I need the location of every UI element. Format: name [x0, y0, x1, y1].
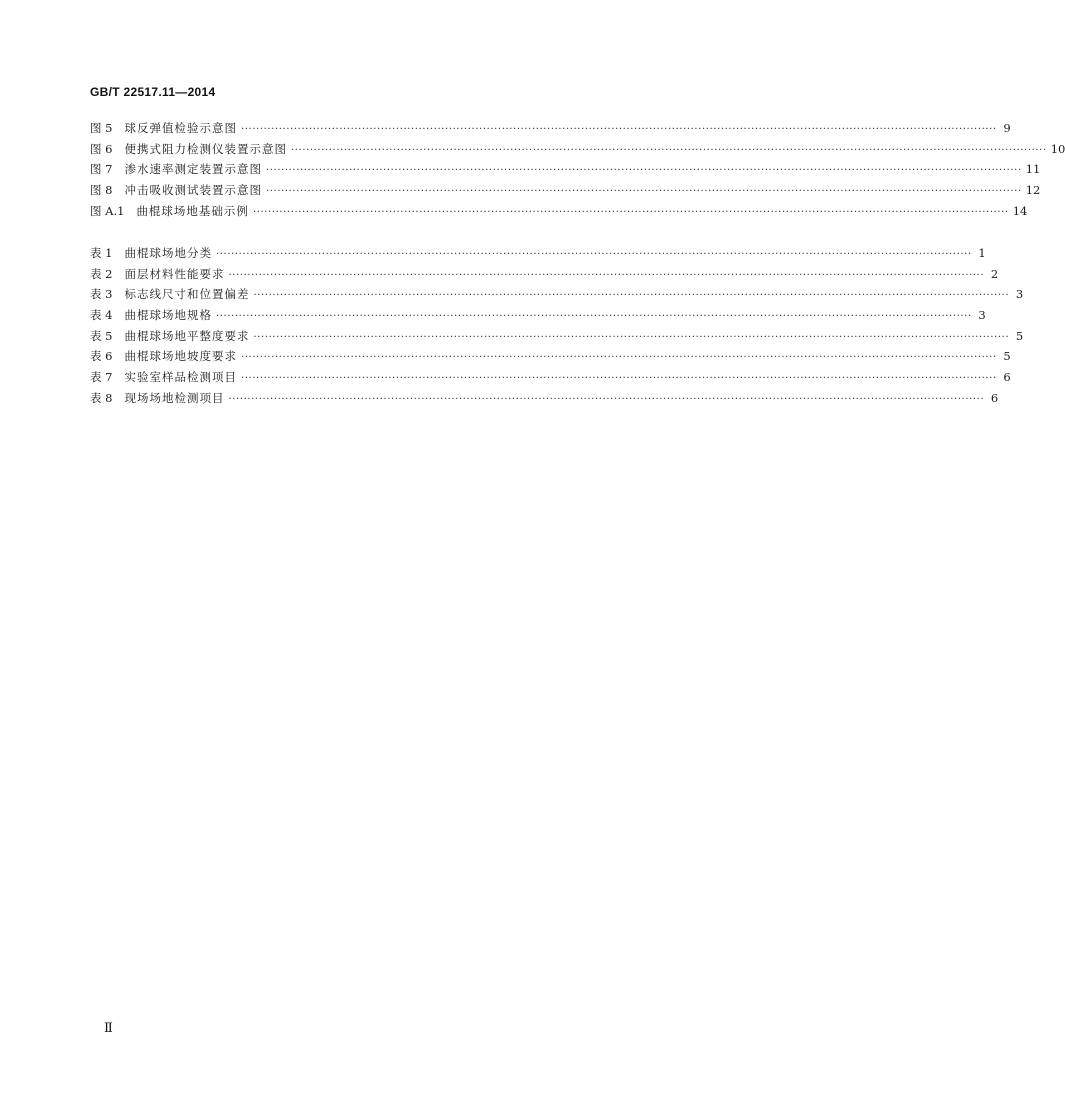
entry-page: 9 [1003, 121, 1011, 135]
entry-label: 表 8 [90, 390, 113, 405]
dot-leader: ········································································································································································································ [215, 249, 972, 260]
entry-label: 图 7 [90, 162, 113, 177]
entry-page: 5 [1003, 349, 1011, 364]
dot-leader: ········································································································································································································ [252, 206, 1009, 218]
entry-page: 10 [1050, 141, 1065, 156]
toc-entry[interactable] [90, 118, 1011, 139]
dot-leader: ········································································································································································································ [253, 290, 1010, 302]
dot-leader: ········································································································································································································ [240, 124, 997, 135]
dot-leader: ········································································································································································································ [265, 165, 1022, 177]
entry-label: 表 6 [90, 349, 113, 364]
entry-title: 球反弹值检验示意图 [124, 121, 237, 135]
entry-title: 曲棍球场地基础示例 [136, 203, 249, 218]
standard-number-header: GB/T 22517.11—2014 [90, 85, 216, 99]
entry-page: 6 [1003, 370, 1011, 385]
entry-title: 曲棍球场地坡度要求 [124, 349, 237, 364]
dot-leader: ········································································································································································································ [290, 144, 1047, 156]
entry-label: 表 4 [90, 308, 113, 323]
dot-leader: ········································································································································································································ [240, 352, 997, 364]
toc-entry[interactable] [90, 305, 986, 326]
table-list [90, 243, 1024, 409]
dot-leader: ········································································································································································································ [228, 269, 985, 281]
toc-entry[interactable] [90, 367, 1011, 388]
toc-entry[interactable] [90, 243, 986, 264]
toc-entry[interactable] [90, 180, 1041, 201]
entry-label: 图 6 [90, 141, 113, 156]
entry-page: 3 [1015, 287, 1024, 302]
dot-leader: ········································································································································································································ [240, 373, 997, 385]
entry-title: 曲棍球场地平整度要求 [124, 328, 250, 343]
entry-page: 2 [990, 266, 999, 281]
entry-label: 图 5 [90, 121, 113, 135]
entry-title: 标志线尺寸和位置偏差 [124, 287, 250, 302]
figure-list [90, 118, 1065, 221]
dot-leader: ········································································································································································································ [265, 186, 1022, 198]
toc-entry[interactable] [90, 139, 1065, 160]
entry-label: 表 2 [90, 266, 113, 281]
entry-title: 实验室样品检测项目 [124, 370, 237, 385]
toc-entry[interactable] [90, 346, 1011, 367]
dot-leader: ········································································································································································································ [215, 311, 972, 323]
entry-title: 曲棍球场地规格 [124, 308, 212, 323]
entry-page: 12 [1025, 183, 1041, 198]
entry-label: 表 7 [90, 370, 113, 385]
dot-leader: ········································································································································································································ [228, 393, 985, 405]
page-number: Ⅱ [104, 1020, 113, 1035]
toc-entry[interactable] [90, 284, 1024, 305]
entry-label: 表 3 [90, 287, 113, 302]
entry-label: 图 8 [90, 183, 113, 198]
toc-entry[interactable] [90, 326, 1024, 347]
toc-entry[interactable] [90, 201, 1028, 222]
entry-title: 渗水速率测定装置示意图 [124, 162, 262, 177]
entry-label: 图 A.1 [90, 203, 125, 218]
entry-page: 6 [990, 390, 999, 405]
entry-page: 5 [1015, 328, 1024, 343]
entry-title: 便携式阻力检测仪装置示意图 [124, 141, 287, 156]
entry-page: 14 [1012, 203, 1028, 218]
toc-entry[interactable] [90, 264, 999, 285]
entry-title: 冲击吸收测试装置示意图 [124, 183, 262, 198]
entry-title: 曲棍球场地分类 [124, 246, 212, 260]
entry-label: 表 1 [90, 246, 113, 260]
entry-label: 表 5 [90, 328, 113, 343]
entry-page: 3 [978, 308, 986, 323]
toc-entry[interactable] [90, 388, 999, 409]
toc-entry[interactable] [90, 159, 1041, 180]
dot-leader: ········································································································································································································ [253, 331, 1010, 343]
entry-page: 1 [978, 246, 986, 260]
entry-title: 现场场地检测项目 [124, 390, 225, 405]
entry-page: 11 [1025, 162, 1041, 177]
entry-title: 面层材料性能要求 [124, 266, 225, 281]
